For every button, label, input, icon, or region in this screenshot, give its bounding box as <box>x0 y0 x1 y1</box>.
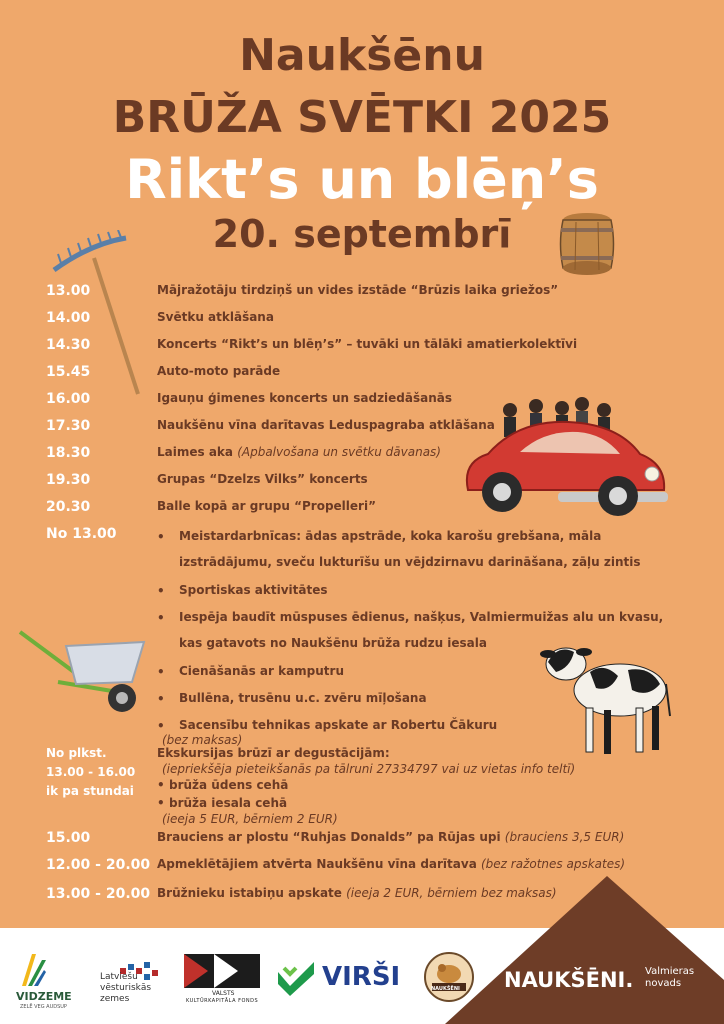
schedule-event: Koncerts “Rikt’s un blēņ’s” – tuvāki un tālāki amatierkolektīvi <box>157 337 578 351</box>
excursion-price: (ieeja 5 EUR, bērniem 2 EUR) <box>162 812 338 826</box>
extra-time: 12.00 - 20.00 <box>46 857 151 873</box>
vkkf-logo: VALSTS <box>212 990 235 997</box>
title-village: Naukšēnu <box>239 30 485 81</box>
title-slogan: Rikt’s un blēņ’s <box>125 148 599 211</box>
bullet: • <box>157 778 165 792</box>
schedule-time: 14.30 <box>46 337 91 353</box>
schedule-row <box>0 337 724 359</box>
schedule-time: 14.00 <box>46 310 91 326</box>
calf-icon <box>540 632 674 758</box>
schedule-row <box>0 364 724 386</box>
naukseni-logo: NAUKŠĒNI. <box>504 968 634 992</box>
title-date: 20. septembrī <box>212 212 512 256</box>
workshop-item: Sportiskas aktivitātes <box>179 583 328 597</box>
schedule-event: Mājražotāju tirdziņš un vides izstāde “Brūzis laika griežos” <box>157 283 559 297</box>
virsi-logo: VIRŠI <box>322 962 401 992</box>
excursion-item: brūža iesala cehā <box>169 796 288 810</box>
excursion-time: No plkst. 13.00 - 16.00 ik pa stundai <box>46 746 136 798</box>
schedule-event: Grupas “Dzelzs Vilks” koncerts <box>157 472 368 486</box>
schedule-time: 16.00 <box>46 391 91 407</box>
workshop-item: Bullēna, trusēnu u.c. zvēru mīļošana <box>179 691 427 705</box>
extra-time: 15.00 <box>46 830 91 846</box>
schedule-time: 13.00 <box>46 283 91 299</box>
schedule-event: Auto-moto parāde <box>157 364 281 378</box>
schedule-time: 19.30 <box>46 472 91 488</box>
historic-lands-logo: Latviešu vēsturiskās zemes <box>100 972 152 1004</box>
schedule-time: 20.30 <box>46 499 91 515</box>
vidzeme-logo: VIDZEME <box>16 990 72 1003</box>
brown-triangle-decoration <box>445 876 724 1024</box>
schedule-event: Svētku atklāšana <box>157 310 274 324</box>
vidzeme-subtitle: ZELĒ VEG AUDSUP <box>20 1004 67 1010</box>
vkkf-logo-icon <box>184 954 260 988</box>
wheelbarrow-icon <box>18 622 150 716</box>
bullet: • <box>157 584 165 598</box>
excursion-note: (iepriekšēja pieteikšanās pa tālruni 27334797 vai uz vietas info teltī) <box>162 762 576 776</box>
red-car-band-icon <box>458 392 672 524</box>
schedule-event: Laimes aka (Apbalvošana un svētku dāvanas) <box>157 445 441 459</box>
extra-row <box>0 830 724 852</box>
workshop-item: Meistardarbnīcas: ādas apstrāde, koka karošu grebšana, māla izstrādājumu, sveču lukturīšu un vējdzirnavu darināšana, zāļu zintis <box>179 529 641 569</box>
schedule-time: 17.30 <box>46 418 91 434</box>
schedule-event: Balle kopā ar grupu “Propelleri” <box>157 499 376 513</box>
excursion-title: Ekskursijas brūzī ar degustācijām: <box>157 746 390 760</box>
extra-time: 13.00 - 20.00 <box>46 886 151 902</box>
schedule-row <box>0 310 724 332</box>
bullet: • <box>157 796 165 810</box>
schedule-event: Naukšēnu vīna darītavas Leduspagraba atklāšana <box>157 418 495 432</box>
barrel-icon <box>558 212 616 276</box>
workshops-note: (bez maksas) <box>162 733 243 747</box>
bullet: • <box>157 530 165 544</box>
schedule-time: 15.45 <box>46 364 91 380</box>
schedule-note: (Apbalvošana un svētku dāvanas) <box>237 445 441 459</box>
valmieras-novads-logo: Valmieras novads <box>645 966 695 989</box>
vidzeme-logo-icon <box>20 952 46 988</box>
extra-event: Brūžnieku istabiņu apskate (ieeja 2 EUR, bērniem bez maksas) <box>157 886 557 900</box>
bullet: • <box>157 692 165 706</box>
workshop-item: Iespēja baudīt mūspuses ēdienus, našķus, Valmiermuižas alu un kvasu, kas gatavots no Naukšēnu brūža rudzu iesala <box>179 610 664 650</box>
virsi-check-icon <box>276 958 316 996</box>
workshops-time: No 13.00 <box>46 526 117 542</box>
bullet: • <box>157 665 165 679</box>
vkkf-logo-sub: KULTŪRKAPITĀLA FONDS <box>186 998 259 1004</box>
title-festival: BRŪŽA SVĒTKI 2025 <box>112 92 612 143</box>
excursion-item: brūža ūdens cehā <box>169 778 289 792</box>
brewery-logo-text: NAUKŠĒNI <box>431 986 460 992</box>
extra-event: Apmeklētājiem atvērta Naukšēnu vīna darītava (bez ražotnes apskates) <box>157 857 626 871</box>
workshop-item: Sacensību tehnikas apskate ar Robertu Čākuru <box>179 718 498 732</box>
bullet: • <box>157 719 165 733</box>
schedule-time: 18.30 <box>46 445 91 461</box>
bullet: • <box>157 611 165 625</box>
schedule-row <box>0 283 724 305</box>
workshop-item: Cienāšanās ar kamputru <box>179 664 345 678</box>
extra-event: Brauciens ar plostu “Ruhjas Donalds” pa Rūjas upi (brauciens 3,5 EUR) <box>157 830 625 844</box>
schedule-event: Igauņu ģimenes koncerts un sadziedāšanās <box>157 391 453 405</box>
